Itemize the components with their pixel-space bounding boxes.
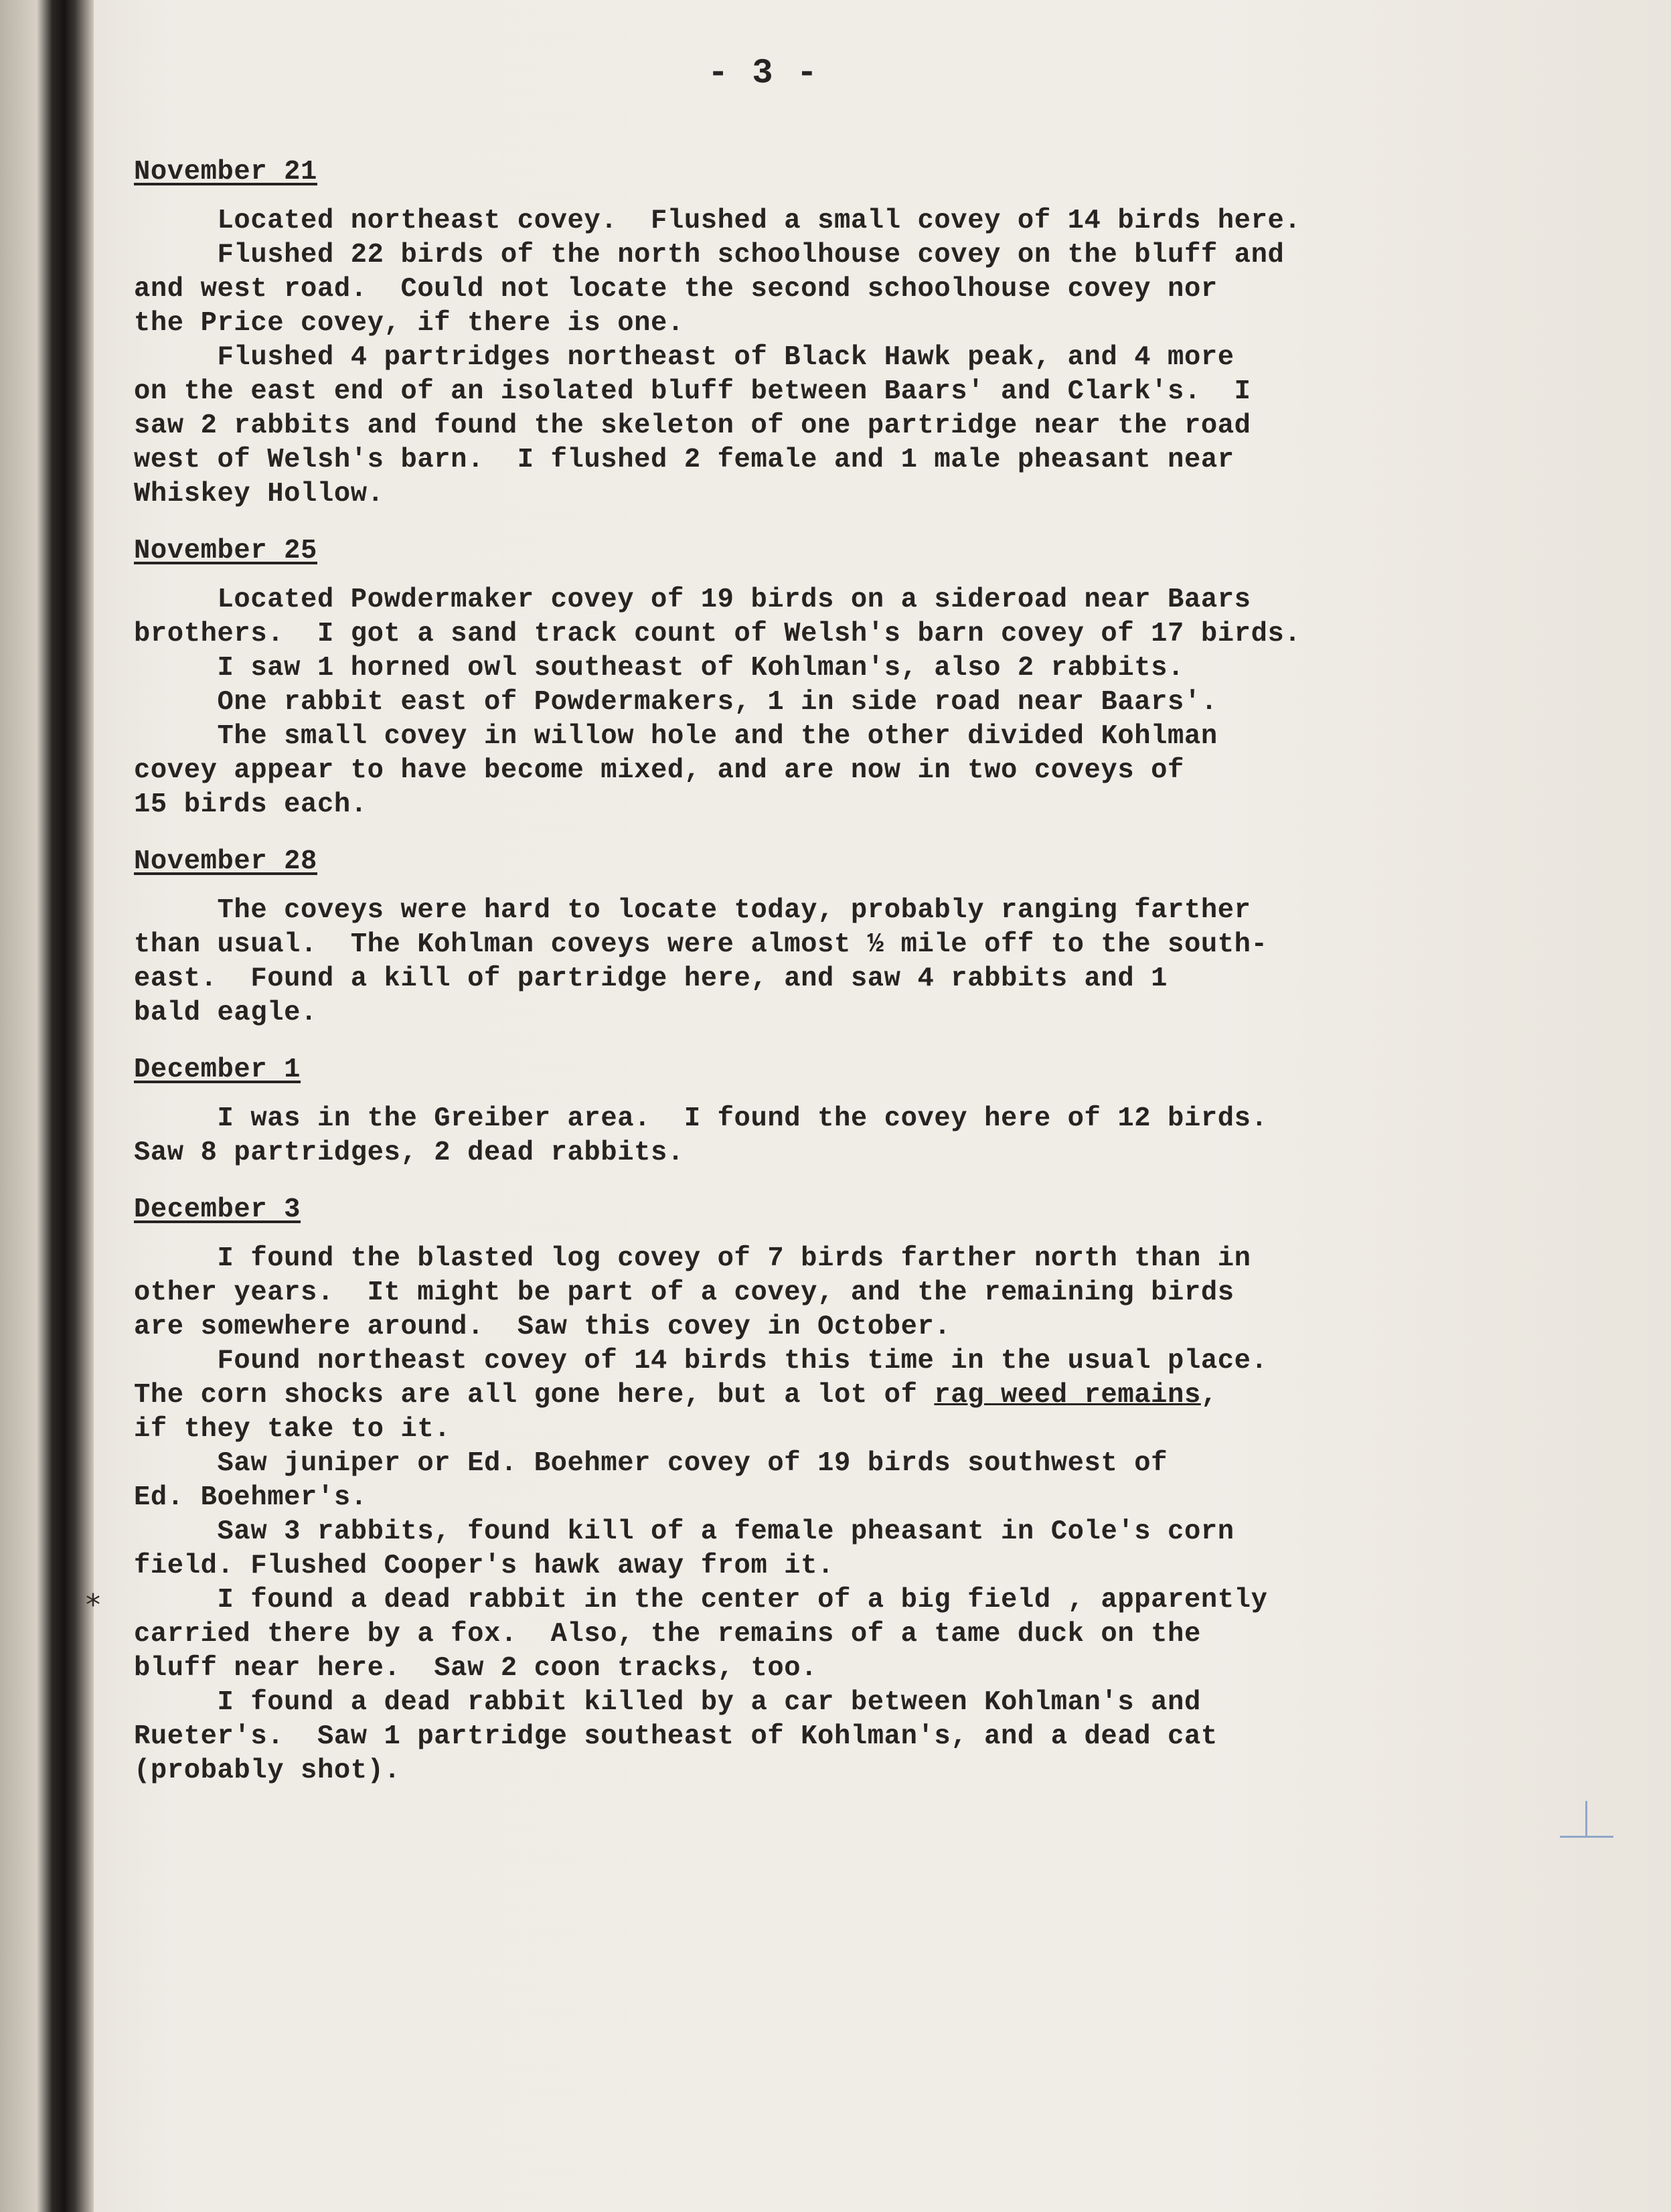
page-number: - 3 - <box>707 54 819 93</box>
paragraph-text: Found northeast covey of 14 birds this time in the usual place. The corn shocks are all gone here, but a lot of <box>134 1346 1268 1411</box>
typed-text-body <box>134 155 1573 1811</box>
entry-date: December 1 <box>134 1054 301 1085</box>
entry-date: November 21 <box>134 157 317 187</box>
paragraph: I found the blasted log covey of 7 birds farther north than in other years. It might be part of a covey, and the remaining birds are somewhere around. Saw this covey in October. <box>134 1243 1251 1342</box>
entry-november-25 <box>134 534 1573 822</box>
entry-date: December 3 <box>134 1194 301 1225</box>
paragraph: The coveys were hard to locate today, probably ranging farther than usual. The Kohlman coveys were almost ½ mile off to the south- east. Found a kill of partridge here, and saw 4 rabbits and 1 bald eagle. <box>134 895 1268 1028</box>
paragraph: I found a dead rabbit killed by a car between Kohlman's and Rueter's. Saw 1 partridge southeast of Kohlman's, and a dead cat (probably shot). <box>134 1687 1218 1786</box>
binding-edge <box>0 0 94 2212</box>
paragraph: Flushed 4 partridges northeast of Black Hawk peak, and 4 more on the east end of an isolated bluff between Baars' and Clark's. I saw 2 rabbits and found the skeleton of one partridge near the road west of Welsh's barn. I flushed 2 female and 1 male pheasant near Whiskey Hollow. <box>134 342 1251 509</box>
paragraph-with-underline <box>134 1344 1573 1447</box>
paragraph: Located northeast covey. Flushed a small covey of 14 birds here. Flushed 22 birds of the north schoolhouse covey on the bluff and and west road. Could not locate the second schoolhouse covey nor the Price covey, if there is one. <box>134 206 1301 339</box>
underlined-phrase: rag weed remains <box>934 1380 1201 1411</box>
paragraph: I was in the Greiber area. I found the covey here of 12 birds. Saw 8 partridges, 2 dead rabbits. <box>134 1103 1268 1168</box>
entry-date: November 25 <box>134 536 317 566</box>
paragraph-text-continued: , if they take to it. <box>134 1380 1218 1445</box>
margin-asterisk: * <box>86 1588 100 1622</box>
entry-december-3 <box>134 1193 1573 1788</box>
paragraph: Saw juniper or Ed. Boehmer covey of 19 birds southwest of Ed. Boehmer's. <box>134 1448 1168 1513</box>
paragraph: Located Powdermaker covey of 19 birds on a sideroad near Baars brothers. I got a sand track count of Welsh's barn covey of 17 birds. I saw 1 horned owl southeast of Kohlman's, also 2 rabbits. One rabbit east of Powdermakers, 1 in side road near Baars'. The small covey in willow hole and the other divided Kohlman covey appear to have become mixed, and are now in two coveys of 15 birds each. <box>134 584 1301 820</box>
entry-december-1 <box>134 1053 1573 1170</box>
entry-november-28 <box>134 845 1573 1030</box>
entry-date: November 28 <box>134 846 317 877</box>
paragraph: Saw 3 rabbits, found kill of a female pheasant in Cole's corn field. Flushed Cooper's hawk away from it. <box>134 1516 1235 1581</box>
entry-november-21 <box>134 155 1573 511</box>
paragraph: I found a dead rabbit in the center of a big field , apparently carried there by a fox. Also, the remains of a tame duck on the bluff near here. Saw 2 coon tracks, too. <box>134 1585 1268 1684</box>
